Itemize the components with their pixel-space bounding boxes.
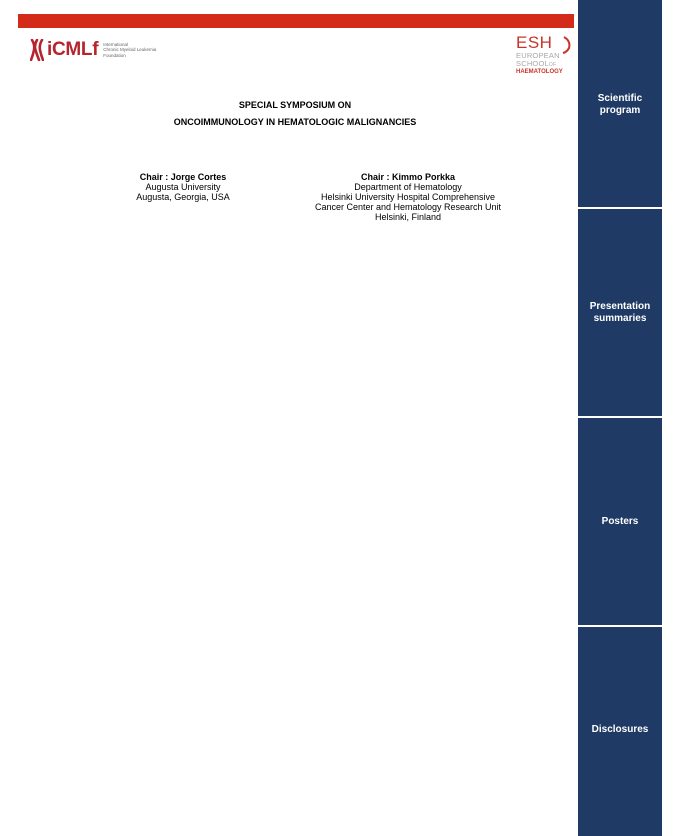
chair-affiliation-2: Cancer Center and Hematology Research Unit <box>314 202 502 212</box>
sidebar-item-label: Presentation summaries <box>589 301 651 324</box>
chromosome-icon <box>30 39 44 61</box>
sidebar-item-label: Scientific program <box>597 93 643 116</box>
chair-name: Chair : Kimmo Porkka <box>360 172 456 182</box>
page-title-line2: ONCOIMMUNOLOGY IN HEMATOLOGIC MALIGNANCIES <box>173 117 417 127</box>
sidebar-item-posters[interactable] <box>578 418 662 625</box>
esh-school: SCHOOLOF <box>516 59 557 68</box>
chair-location: Augusta, Georgia, USA <box>136 192 230 202</box>
chair-name: Chair : Jorge Cortes <box>139 172 227 182</box>
chair-affiliation: Helsinki University Hospital Comprehensive <box>320 192 496 202</box>
sidebar-item-scientific-program[interactable] <box>578 0 662 207</box>
chair-affiliation: Augusta University <box>145 182 221 192</box>
chair-department: Department of Hematology <box>354 182 462 192</box>
sidebar-item-label: Posters <box>601 516 639 527</box>
sidebar-nav <box>578 0 662 836</box>
header-red-bar <box>18 14 574 28</box>
icmlf-tagline: International Chronic Myeloid Leukemia Foundation <box>103 41 157 58</box>
sidebar-item-disclosures[interactable] <box>578 627 662 836</box>
chair-cortes <box>110 172 256 202</box>
icmlf-logo <box>30 38 156 62</box>
sidebar-item-label: Disclosures <box>591 724 649 735</box>
chair-location: Helsinki, Finland <box>374 212 442 222</box>
esh-european: EUROPEAN <box>516 51 560 60</box>
icmlf-wordmark: iCMLf <box>47 39 99 60</box>
esh-haematology: HAEMATOLOGY <box>516 69 563 75</box>
esh-wordmark: ESH <box>516 33 553 52</box>
chair-porkka <box>300 172 516 222</box>
esh-swoosh-icon <box>562 36 572 54</box>
esh-logo <box>510 34 574 76</box>
sidebar-item-presentation-summaries[interactable] <box>578 209 662 416</box>
page-title-line1: SPECIAL SYMPOSIUM ON <box>238 100 352 110</box>
